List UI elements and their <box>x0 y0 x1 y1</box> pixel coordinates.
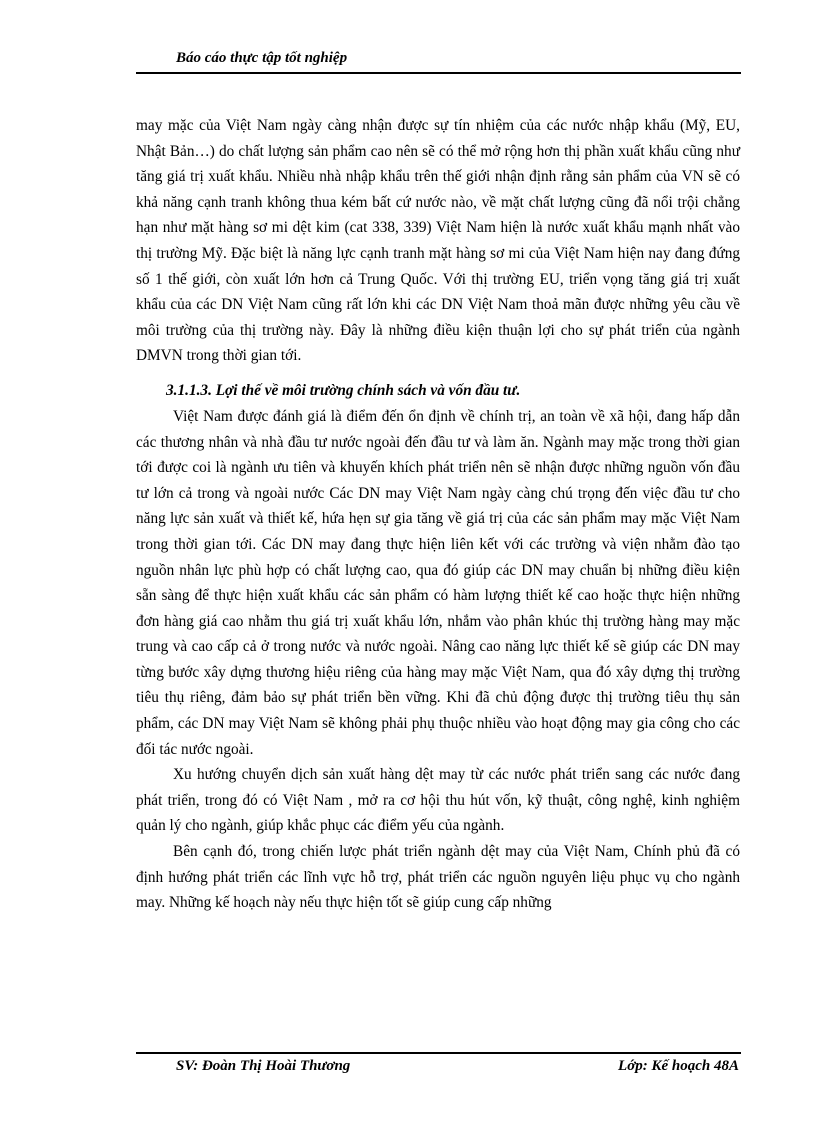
header-title: Báo cáo thực tập tốt nghiệp <box>176 50 348 66</box>
paragraph-2: Việt Nam được đánh giá là điểm đến ổn định về chính trị, an toàn về xã hội, đang hấp dẫn các thương nhân và nhà đầu tư nước ngoài đến đầu tư và làm ăn. Ngành may mặc trong thời gian tới được coi là ngành ưu tiên và khuyến khích phát triển nên sẽ nhận được những nguồn vốn đầu tư lớn cả trong và ngoài nước Các DN may Việt Nam ngày càng chú trọng đến việc đầu tư cho năng lực sản xuất và thiết kế, hứa hẹn sự gia tăng về giá trị của các sản phẩm may mặc Việt Nam trong thời gian tới. Các DN may đang thực hiện liên kết với các trường và viện nhằm đào tạo nguồn nhân lực phù hợp có chất lượng cao, qua đó giúp các DN may chuẩn bị những điều kiện sẵn sàng để thực hiện xuất khẩu các sản phẩm có hàm lượng thiết kế cao hoặc thực hiện những đơn hàng giá cao nhằm thu giá trị xuất khẩu lớn, nhắm vào phân khúc thị trường hàng may mặc trung và cao cấp cả ở trong nước và nước ngoài. Nâng cao năng lực thiết kế sẽ giúp các DN may từng bước xây dựng thương hiệu riêng của hàng may mặc Việt Nam, qua đó xây dựng thị trường tiêu thụ riêng, đảm bảo sự phát triển bền vững. Khi đã chủ động được thị trường tiêu thụ sản phẩm, các DN may Việt Nam sẽ không phải phụ thuộc nhiều vào hoạt động may gia công cho các đối tác nước ngoài. <box>136 407 740 758</box>
footer-student-name: SV: Đoàn Thị Hoài Thương <box>176 1058 351 1074</box>
paragraph-4: Bên cạnh đó, trong chiến lược phát triển ngành dệt may của Việt Nam, Chính phủ đã có định hướng phát triển các lĩnh vực hỗ trợ, phát triển các nguồn nguyên liệu phục vụ cho ngành may. Những kế hoạch này nếu thực hiện tốt sẽ giúp cung cấp những <box>136 843 740 912</box>
paragraph-3: Xu hướng chuyển dịch sản xuất hàng dệt may từ các nước phát triển sang các nước đang phát triển, trong đó có Việt Nam , mở ra cơ hội thu hút vốn, kỹ thuật, công nghệ, kinh nghiệm quản lý cho ngành, giúp khắc phục các điểm yếu của ngành. <box>136 766 740 835</box>
document-body <box>136 113 740 916</box>
page-footer <box>136 1052 741 1074</box>
footer-class: Lớp: Kế hoạch 48A <box>618 1058 739 1074</box>
paragraph-1: may mặc của Việt Nam ngày càng nhận được sự tín nhiệm của các nước nhập khẩu (Mỹ, EU, Nhật Bản…) do chất lượng sản phẩm cao nên sẽ có thể mở rộng hơn thị phần xuất khẩu cũng như tăng giá trị xuất khẩu. Nhiều nhà nhập khẩu trên thế giới nhận định rằng sản phẩm của VN sẽ có khả năng cạnh tranh không thua kém bất cứ nước nào, về mặt chất lượng cũng đã nổi trội chẳng hạn như mặt hàng sơ mi dệt kim (cat 338, 339) Việt Nam hiện là nước xuất khẩu mạnh nhất vào thị trường Mỹ. Đặc biệt là năng lực cạnh tranh mặt hàng sơ mi của Việt Nam hiện nay đang đứng số 1 thế giới, còn xuất lớn hơn cả Trung Quốc. Với thị trường EU, triển vọng tăng giá trị xuất khẩu của các DN Việt Nam cũng rất lớn khi các DN Việt Nam thoả mãn được những yêu cầu về môi trường của thị trường này. Đây là những điều kiện thuận lợi cho sự phát triển của ngành DMVN trong thời gian tới. <box>136 117 740 365</box>
page-header <box>136 50 741 74</box>
section-heading: 3.1.1.3. Lợi thế về môi trường chính sách và vốn đầu tư. <box>166 381 521 399</box>
